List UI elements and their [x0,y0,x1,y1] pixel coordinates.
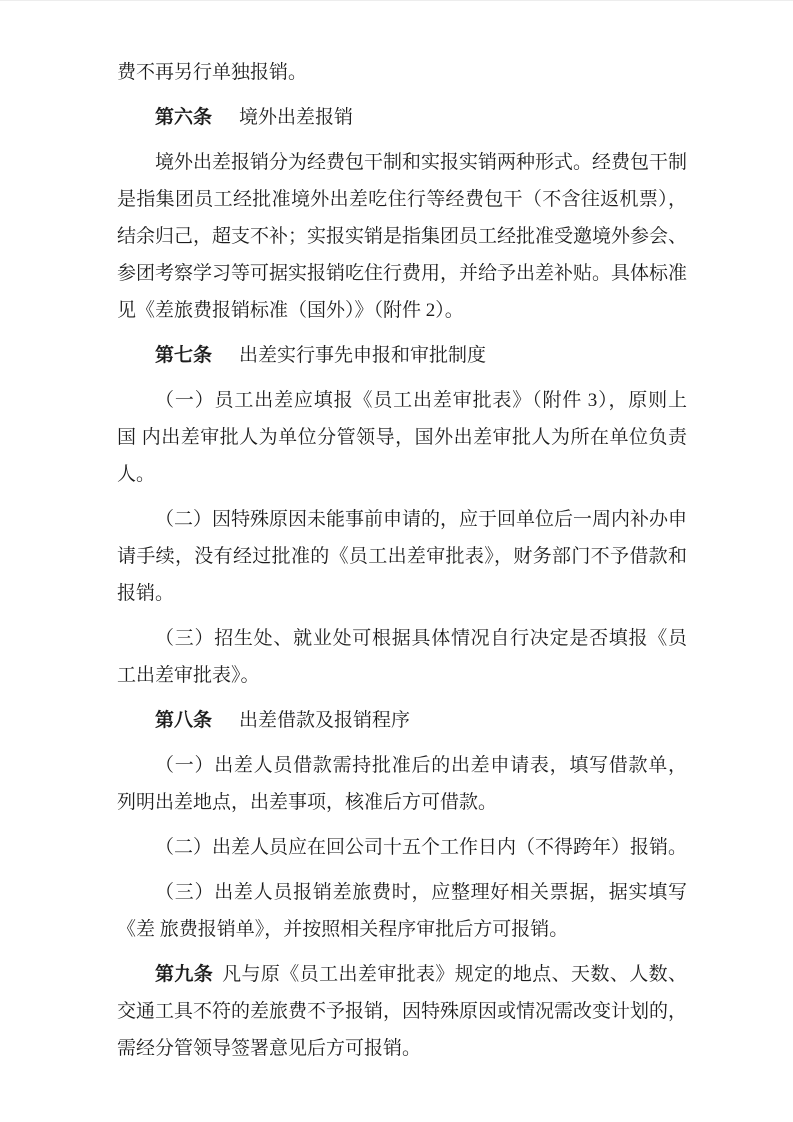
text-line [117,702,687,739]
text-line [117,181,687,218]
text-run: （二）出差人员应在回公司十五个工作日内（不得跨年）报销。 [155,837,688,858]
text-line [117,292,687,329]
text-run: 凡与原《员工出差审批表》规定的地点、天数、人数、 [222,964,687,985]
text-run: 境外出差报销分为经费包干制和实报实销两种形式。经费包干制 [155,152,688,173]
text-line [117,144,687,181]
text-line [117,99,687,136]
article-heading [117,99,687,136]
article-number: 第六条 [155,107,213,128]
text-run: 交通工具不符的差旅费不予报销，因特殊原因或情况需改变计划的， [117,1001,688,1022]
text-run: 出差借款及报销程序 [239,710,411,731]
text-run: 境外出差报销 [239,107,354,128]
text-run: （一）出差人员借款需持批准后的出差申请表，填写借款单， [155,755,687,776]
text-line [117,829,687,866]
text-line [117,382,687,419]
text-line [117,620,687,657]
text-line [117,456,687,493]
paragraph [117,144,687,329]
text-line [117,255,687,292]
text-run: 报销。 [117,583,175,604]
text-run: （二）因特殊原因未能事前申请的，应于回单位后一周内补办申 [155,509,688,530]
text-run: 《差 旅费报销单》，并按照相关程序审批后方可报销。 [117,919,569,940]
text-line [117,419,687,456]
text-run: （一）员工出差应填报《员工出差审批表》（附件 3），原则上 [155,390,687,411]
paragraph [117,382,687,493]
paragraph [117,54,687,91]
text-run: 请手续，没有经过批准的《员工出差审批表》，财务部门不予借款和 [117,546,687,567]
text-line [117,657,687,694]
text-run: （三）招生处、就业处可根据具体情况自行决定是否填报《员 [155,628,687,649]
text-run: 需经分管领导签署意见后方可报销。 [117,1038,422,1059]
paragraph [117,747,687,821]
text-line [117,538,687,575]
paragraph [117,501,687,612]
document-body [117,54,687,1067]
text-run: 是指集团员工经批准境外出差吃住行等经费包干（不含往返机票）， [117,189,687,210]
paragraph [117,956,687,1067]
text-line [117,337,687,374]
text-run: 见《差旅费报销标准（国外）》（附件 2）。 [117,300,464,321]
text-line [117,911,687,948]
text-line [117,747,687,784]
paragraph [117,874,687,948]
article-heading [117,702,687,739]
text-line [117,1030,687,1067]
article-number: 第七条 [155,345,213,366]
article-number: 第九条 [155,964,214,985]
text-line [117,874,687,911]
article-heading [117,337,687,374]
text-run: 国 内出差审批人为单位分管领导，国外出差审批人为所在单位负责 [117,427,687,448]
text-run: 出差实行事先申报和审批制度 [239,345,487,366]
article-number: 第八条 [155,710,213,731]
text-run: 参团考察学习等可据实报销吃住行费用，并给予出差补贴。具体标准 [117,263,688,284]
paragraph [117,620,687,694]
text-run: （三）出差人员报销差旅费时，应整理好相关票据，据实填写 [155,882,687,903]
text-line [117,993,687,1030]
text-line [117,575,687,612]
text-run: 列明出差地点，出差事项，核准后方可借款。 [117,792,498,813]
text-line [117,784,687,821]
text-line [117,218,687,255]
text-run: 工出差审批表》。 [117,665,260,686]
text-run: 费不再另行单独报销。 [117,62,308,83]
text-run: 人。 [117,464,156,485]
text-line [117,54,687,91]
text-run: 结余归己，超支不补；实报实销是指集团员工经批准受邀境外参会、 [117,226,688,247]
paragraph [117,829,687,866]
text-line [117,956,687,993]
text-line [117,501,687,538]
